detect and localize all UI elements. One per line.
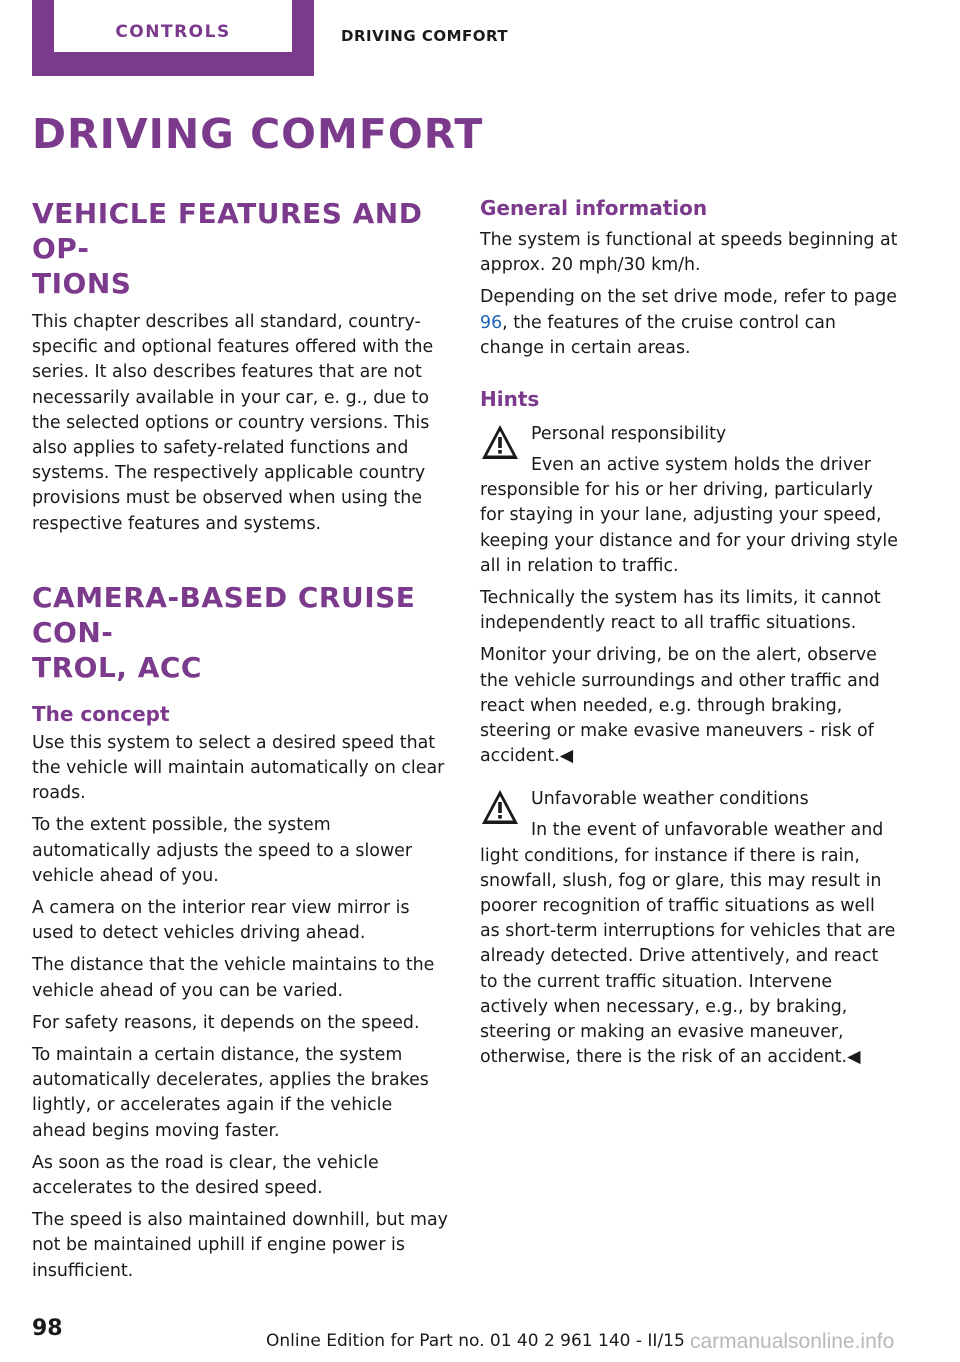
paragraph-features: This chapter describes all standard, country-specific and optional features offered with the series. It also describes features that are not necessarily available in your car, e. g., due to the selected options or country versions. This also applies to safety-related functions and systems. The respectively applicable country provisions must be observed when using the respective features and systems.	[32, 312, 434, 534]
heading-vehicle-features-line2: TIONS	[32, 267, 132, 300]
warning-triangle-icon	[480, 422, 520, 462]
edition-note: Online Edition for Part no. 01 40 2 961 140 - II/15	[266, 1331, 685, 1351]
paragraph-concept-2: To the extent possible, the system automatically adjusts the speed to a slower vehicle ahead of you.	[32, 815, 413, 886]
header-tab-controls-label: CONTROLS	[115, 22, 231, 42]
warning-text-personal-responsibility: Even an active system holds the driver responsible for his or her driving, particularly for staying in your lane, adjusting your speed, keeping your distance and for your driving style all in relation to traffic.	[480, 455, 898, 576]
watermark: carmanualsonline.info	[690, 1330, 895, 1353]
page-title: DRIVING COMFORT	[32, 110, 484, 158]
heading-acc	[32, 580, 450, 685]
heading-concept: The concept	[32, 701, 170, 726]
warning-unfavorable-weather	[480, 787, 900, 1070]
paragraph-concept-4: The distance that the vehicle maintains to the vehicle ahead of you can be varied.	[32, 955, 435, 1001]
paragraph-drive-mode-text-1: Depending on the set drive mode, refer to page	[480, 287, 897, 308]
header-tab-inner	[54, 0, 292, 52]
paragraph-concept-7: As soon as the road is clear, the vehicle accelerates to the desired speed.	[32, 1152, 379, 1199]
warning-title-personal-responsibility: Personal responsibility	[531, 424, 727, 445]
paragraph-concept-1: Use this system to select a desired speed that the vehicle will maintain automatically on clear roads.	[32, 732, 445, 804]
paragraph-limits: Technically the system has its limits, it cannot independently react to all traffic situations.	[480, 588, 881, 634]
paragraph-concept-5: For safety reasons, it depends on the speed.	[32, 1012, 420, 1033]
page-number: 98	[32, 1316, 63, 1341]
paragraph-concept-3: A camera on the interior rear view mirror is used to detect vehicles driving ahead.	[32, 898, 410, 944]
paragraph-concept-8: The speed is also maintained downhill, but may not be maintained uphill if engine power is insufficient.	[32, 1210, 448, 1281]
right-column	[480, 196, 900, 1077]
heading-vehicle-features	[32, 196, 450, 301]
heading-general-information: General information	[480, 196, 708, 220]
page-link-96[interactable]: 96	[480, 312, 503, 333]
warning-triangle-icon	[480, 787, 520, 827]
warning-personal-responsibility	[480, 422, 900, 579]
warning-title-unfavorable-weather: Unfavorable weather conditions	[531, 789, 809, 810]
heading-acc-line2: TROL, ACC	[32, 650, 202, 684]
paragraph-speed: The system is functional at speeds beginning at approx. 20 mph/30 km/h.	[480, 230, 898, 276]
header-tab-controls[interactable]	[32, 0, 314, 76]
left-column	[32, 196, 450, 1291]
paragraph-drive-mode	[480, 285, 900, 361]
paragraph-drive-mode-text-2: , the features of the cruise control can change in certain areas.	[480, 312, 836, 358]
header-section-label: DRIVING COMFORT	[341, 27, 509, 45]
paragraph-concept-6: To maintain a certain distance, the system automatically decelerates, applies the brakes lightly, or accelerates again if the vehicle ahead begins moving faster.	[32, 1045, 429, 1141]
heading-vehicle-features-line1: VEHICLE FEATURES AND OP‐	[32, 197, 423, 265]
warning-text-unfavorable-weather: In the event of unfavorable weather and light conditions, for instance if there is rain, snowfall, slush, fog or glare, this may result in poorer recognition of traffic situations as well as short-term interruptions for vehicles that are already detected. Drive attentively, and react to the current traffic situation. Intervene actively when necessary, e.g., by braking, steering or making an evasive maneuver, otherwise, there is the risk of an accident.◀	[480, 820, 896, 1068]
heading-hints: Hints	[480, 387, 540, 412]
paragraph-monitor: Monitor your driving, be on the alert, observe the vehicle surroundings and other traffic and react when needed, e.g. through braking, steering or make evasive maneuvers - risk of accident.◀	[480, 645, 880, 767]
heading-acc-line1: CAMERA-BASED CRUISE CON‐	[32, 580, 416, 649]
